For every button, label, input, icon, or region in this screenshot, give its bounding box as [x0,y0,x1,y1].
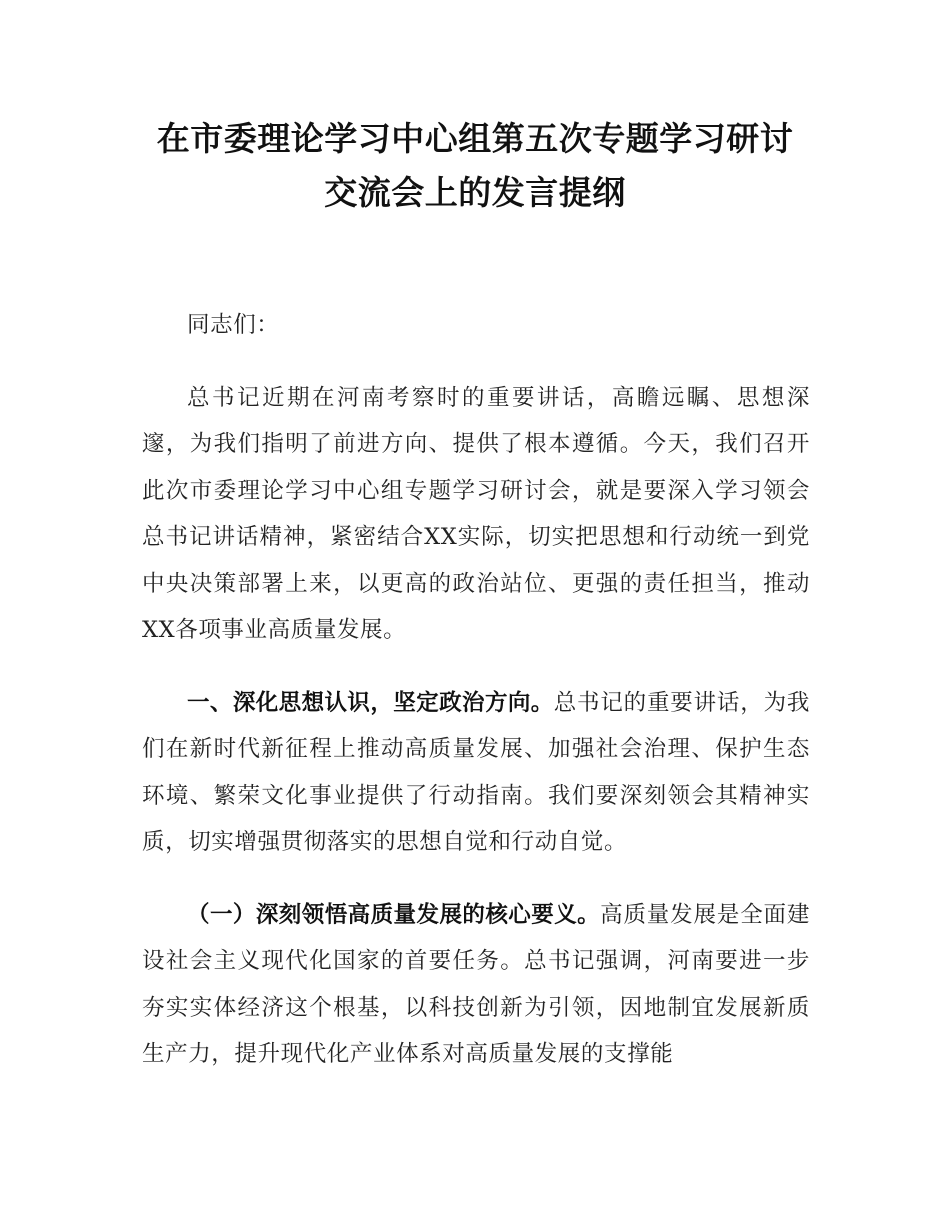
section-1-text: 总书记的重要讲话，为我们在新时代新征程上推动高质量发展、加强社会治理、保护生态环境、繁荣文化事业提供了行动指南。我们要深刻领会其精神实质，切实增强贯彻落实的思想自觉和行动自觉。 [142,689,810,855]
subsection-1-text: 高质量发展是全面建设社会主义现代化国家的首要任务。总书记强调，河南要进一步夯实实体经济这个根基，以科技创新为引领，因地制宜发展新质生产力，提升现代化产业体系对高质量发展的支撑能 [142,901,810,1067]
section-1-heading: 一、深化思想认识，坚定政治方向。 [187,689,554,716]
intro-paragraph: 总书记近期在河南考察时的重要讲话，高瞻远瞩、思想深邃，为我们指明了前进方向、提供了根本遵循。今天，我们召开此次市委理论学习中心组专题学习研讨会，就是要深入学习领会总书记讲话精神，紧密结合XX实际，切实把思想和行动统一到党中央决策部署上来，以更高的政治站位、更强的责任担当，推动XX各项事业高质量发展。 [142,384,810,643]
title-line-1: 在市委理论学习中心组第五次专题学习研讨 [156,119,794,158]
subsection-1-heading: （一）深刻领悟高质量发展的核心要义。 [187,901,601,928]
section-1-paragraph [142,680,810,866]
document-title [100,112,850,220]
document-body [142,302,810,1078]
title-line-2: 交流会上的发言提纲 [324,173,626,212]
subsection-1-paragraph [142,892,810,1078]
salutation: 同志们： [187,312,280,338]
